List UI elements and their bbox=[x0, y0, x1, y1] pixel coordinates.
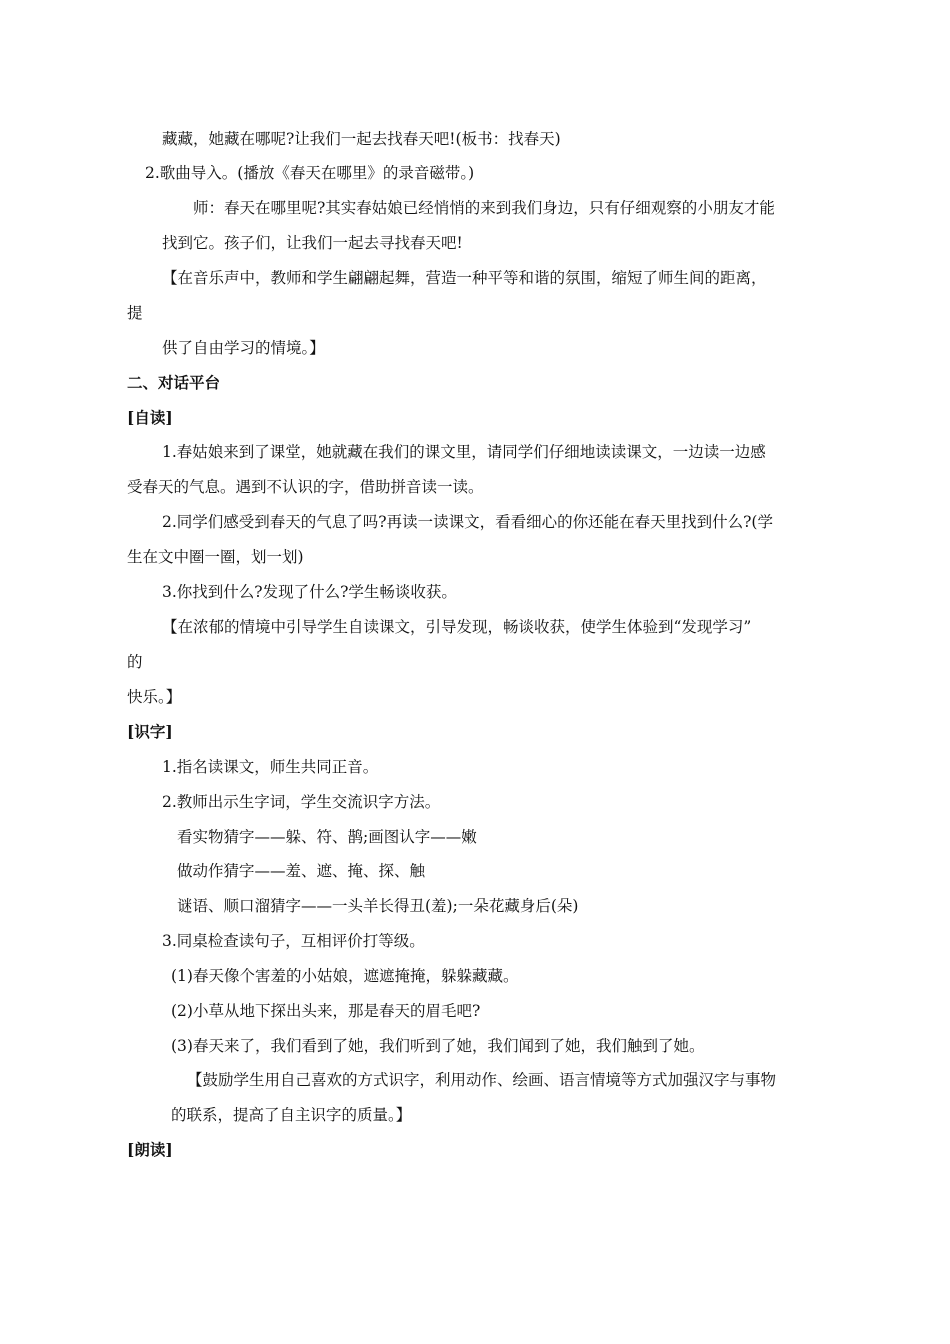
text-line: (1)春天像个害羞的小姑娘，遮遮掩掩，躲躲藏藏。 bbox=[171, 967, 519, 985]
text-line: 做动作猜字——羞、遮、掩、探、触 bbox=[177, 862, 426, 880]
text-line: 2.同学们感受到春天的气息了吗?再读一读课文，看看细心的你还能在春天里找到什么?(学 bbox=[162, 513, 773, 531]
text-line: 提 bbox=[127, 304, 143, 322]
text-line: 受春天的气息。遇到不认识的字，借助拼音读一读。 bbox=[127, 478, 484, 496]
text-line: 谜语、顺口溜猜字——一头羊长得丑(羞);一朵花藏身后(朵) bbox=[177, 897, 579, 915]
subsection-heading: [朗读] bbox=[127, 1140, 173, 1159]
text-line: (3)春天来了，我们看到了她，我们听到了她，我们闻到了她，我们触到了她。 bbox=[171, 1037, 705, 1055]
subsection-heading: [识字] bbox=[127, 722, 173, 741]
text-line: 2.歌曲导入。(播放《春天在哪里》的录音磁带。) bbox=[145, 164, 475, 182]
text-line: 2.教师出示生字词，学生交流识字方法。 bbox=[162, 793, 441, 811]
text-line: 生在文中圈一圈，划一划) bbox=[127, 548, 304, 566]
text-line: 看实物猜字——躲、符、鹊;画图认字——嫩 bbox=[177, 828, 477, 846]
text-line: 【鼓励学生用自己喜欢的方式识字，利用动作、绘画、语言情境等方式加强汉字与事物 bbox=[187, 1071, 777, 1089]
text-line: 的 bbox=[127, 653, 143, 671]
text-line: 1.春姑娘来到了课堂，她就藏在我们的课文里，请同学们仔细地读读课文，一边读一边感 bbox=[162, 443, 766, 461]
text-line: 快乐。】 bbox=[127, 688, 182, 706]
text-line: 3.同桌检查读句子，互相评价打等级。 bbox=[162, 932, 425, 950]
text-line: 1.指名读课文，师生共同正音。 bbox=[162, 758, 379, 776]
text-line: 找到它。孩子们，让我们一起去寻找春天吧! bbox=[162, 234, 463, 252]
text-line: 【在音乐声中，教师和学生翩翩起舞，营造一种平等和谐的氛围，缩短了师生间的距离， bbox=[162, 269, 767, 287]
text-line: 的联系，提高了自主识字的质量。】 bbox=[171, 1106, 412, 1124]
text-line: 3.你找到什么?发现了什么?学生畅谈收获。 bbox=[162, 583, 457, 601]
text-line: 【在浓郁的情境中引导学生自读课文，引导发现，畅谈收获，使学生体验到“发现学习” bbox=[162, 618, 752, 636]
text-line: 供了自由学习的情境。】 bbox=[162, 339, 325, 357]
text-line: (2)小草从地下探出头来，那是春天的眉毛吧? bbox=[171, 1002, 481, 1020]
subsection-heading: [自读] bbox=[127, 408, 173, 427]
text-line: 师：春天在哪里呢?其实春姑娘已经悄悄的来到我们身边，只有仔细观察的小朋友才能 bbox=[193, 199, 775, 217]
text-line: 藏藏，她藏在哪呢?让我们一起去找春天吧!(板书：找春天) bbox=[162, 130, 561, 148]
section-heading: 二、对话平台 bbox=[127, 373, 221, 392]
